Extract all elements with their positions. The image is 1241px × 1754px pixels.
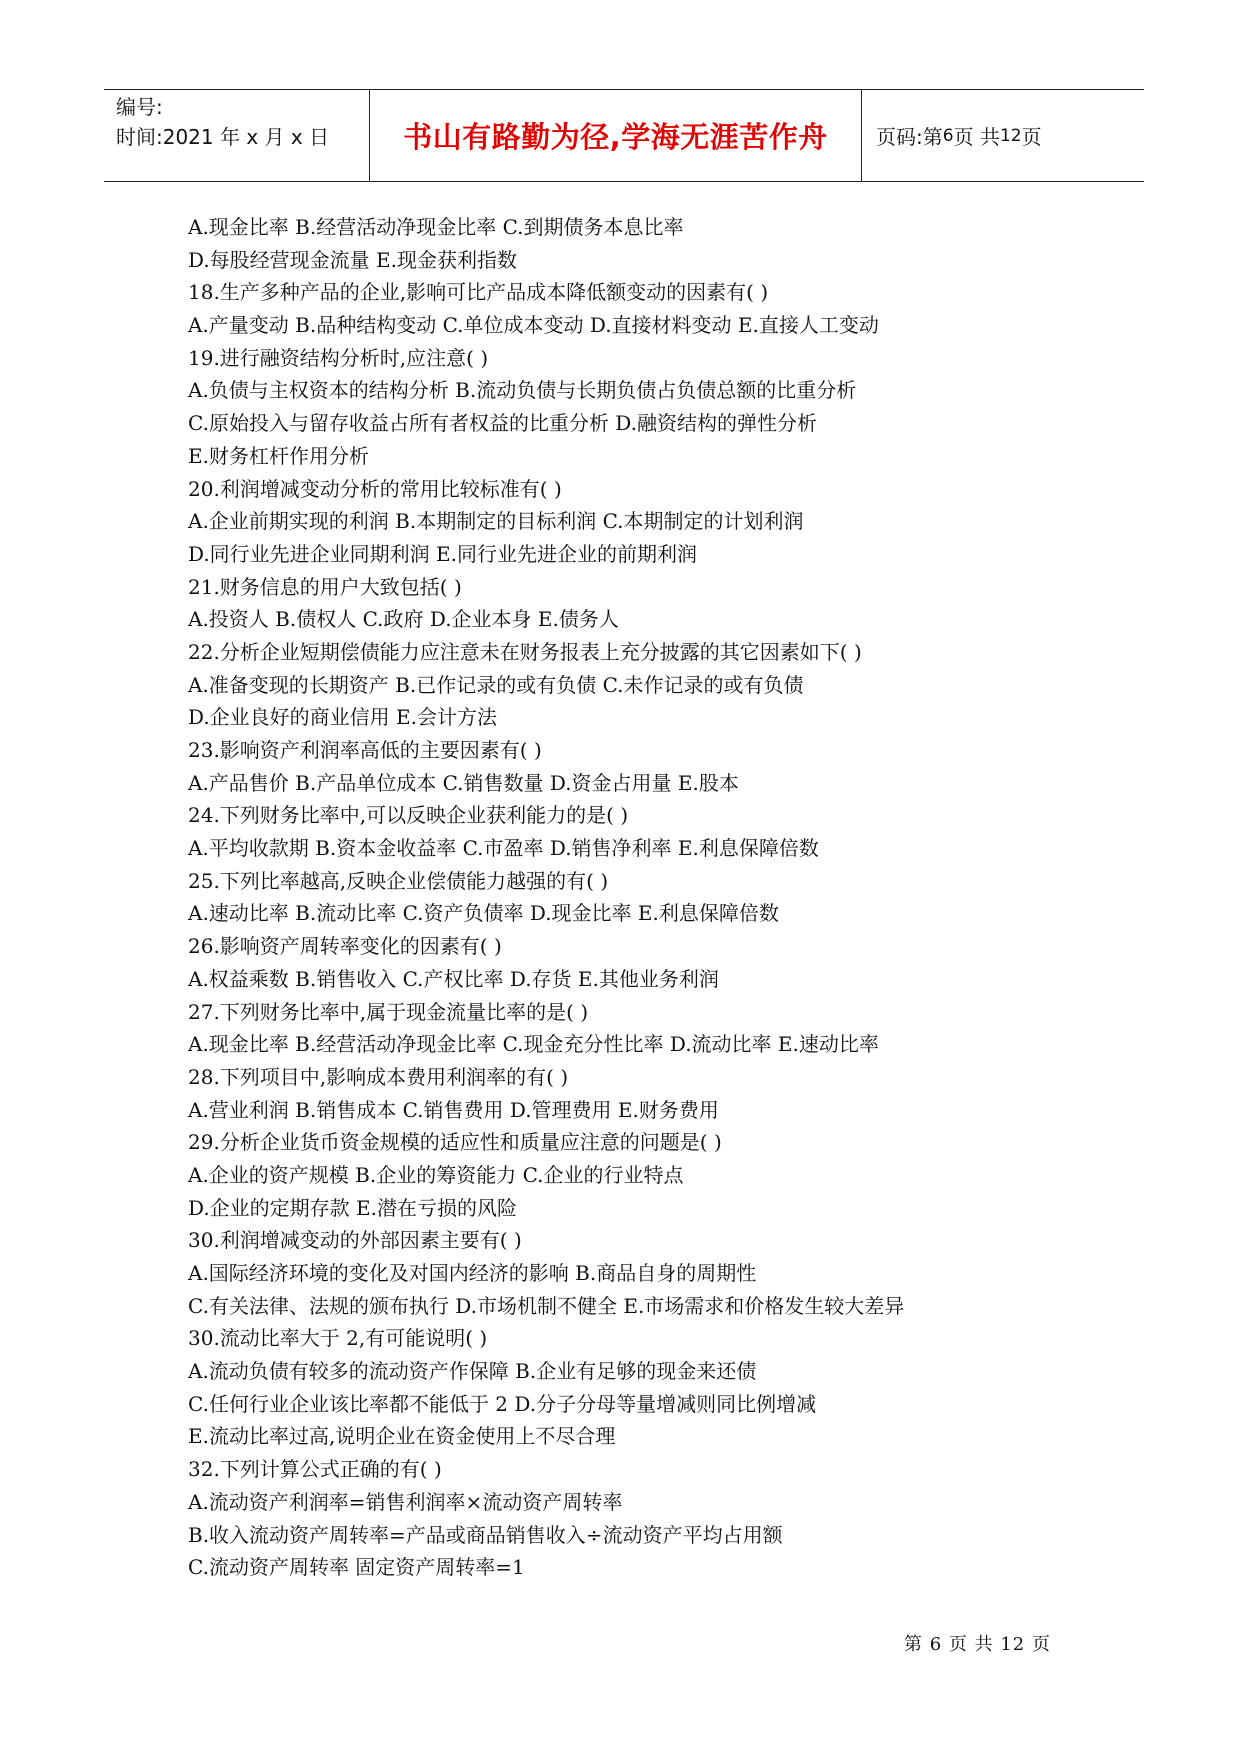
text-line: A.准备变现的长期资产 B.已作记录的或有负债 C.未作记录的或有负债	[188, 672, 804, 697]
page-prefix: 页码:第	[876, 125, 943, 149]
text-line: 25.下列比率越高,反映企业偿债能力越强的有( )	[188, 868, 609, 893]
text-line: E.流动比率过高,说明企业在资金使用上不尽合理	[188, 1424, 616, 1449]
text-line: A.营业利润 B.销售成本 C.销售费用 D.管理费用 E.财务费用	[188, 1097, 719, 1122]
text-line: A.现金比率 B.经营活动净现金比率 C.到期债务本息比率	[188, 215, 684, 239]
text-line: D.企业良好的商业信用 E.会计方法	[188, 705, 497, 730]
text-line: C.有关法律、法规的颁布执行 D.市场机制不健全 E.市场需求和价格发生较大差异	[188, 1293, 905, 1318]
page-total: 12	[999, 125, 1022, 146]
text-line: A.产品售价 B.产品单位成本 C.销售数量 D.资金占用量 E.股本	[188, 770, 739, 795]
question-content	[188, 211, 1088, 1584]
text-line: E.财务杠杆作用分析	[188, 443, 369, 468]
text-line: C.原始投入与留存收益占所有者权益的比重分析 D.融资结构的弹性分析	[188, 411, 817, 436]
text-line: A.产量变动 B.品种结构变动 C.单位成本变动 D.直接材料变动 E.直接人工变动	[188, 313, 879, 338]
text-line: 26.影响资产周转率变化的因素有( )	[188, 934, 502, 959]
text-line: 32.下列计算公式正确的有( )	[188, 1457, 442, 1482]
text-line: A.现金比率 B.经营活动净现金比率 C.现金充分性比率 D.流动比率 E.速动比率	[188, 1032, 879, 1057]
text-line: 19.进行融资结构分析时,应注意( )	[188, 345, 489, 370]
text-line: C.任何行业企业该比率都不能低于 2 D.分子分母等量增减则同比例增减	[188, 1391, 817, 1416]
page-header	[104, 89, 1144, 182]
text-line: A.平均收款期 B.资本金收益率 C.市盈率 D.销售净利率 E.利息保障倍数	[188, 836, 819, 861]
text-line: A.国际经济环境的变化及对国内经济的影响 B.商品自身的周期性	[188, 1261, 757, 1285]
text-line: A.负债与主权资本的结构分析 B.流动负债与长期负债占负债总额的比重分析	[188, 378, 857, 403]
text-line: 29.分析企业货币资金规模的适应性和质量应注意的问题是( )	[188, 1130, 722, 1155]
text-line: 22.分析企业短期偿债能力应注意未在财务报表上充分披露的其它因素如下( )	[188, 639, 862, 664]
text-line: B.收入流动资产周转率=产品或商品销售收入÷流动资产平均占用额	[188, 1522, 783, 1547]
time-line: 时间:2021 年 x 月 x 日	[116, 125, 330, 149]
text-line: A.投资人 B.债权人 C.政府 D.企业本身 E.债务人	[188, 607, 619, 632]
text-line: 24.下列财务比率中,可以反映企业获利能力的是( )	[188, 803, 629, 828]
text-line: A.权益乘数 B.销售收入 C.产权比率 D.存货 E.其他业务利润	[188, 966, 719, 991]
text-line: D.企业的定期存款 E.潜在亏损的风险	[188, 1195, 517, 1220]
page-current: 6	[942, 125, 954, 146]
text-line: A.速动比率 B.流动比率 C.资产负债率 D.现金比率 E.利息保障倍数	[188, 901, 779, 926]
page-footer: 第 6 页 共 12 页	[904, 1634, 1051, 1655]
text-line: D.每股经营现金流量 E.现金获利指数	[188, 247, 517, 272]
text-line: 30.利润增减变动的外部因素主要有( )	[188, 1228, 522, 1253]
text-line: 23.影响资产利润率高低的主要因素有( )	[188, 738, 542, 762]
page-suffix: 页	[1021, 125, 1042, 149]
text-line: A.企业前期实现的利润 B.本期制定的目标利润 C.本期制定的计划利润	[188, 509, 804, 534]
text-line: A.流动资产利润率=销售利润率×流动资产周转率	[188, 1489, 623, 1514]
header-page-indicator	[862, 90, 1144, 181]
text-line: 20.利润增减变动分析的常用比较标准有( )	[188, 476, 562, 501]
text-line: A.流动负债有较多的流动资产作保障 B.企业有足够的现金来还债	[188, 1359, 757, 1384]
text-line: D.同行业先进企业同期利润 E.同行业先进企业的前期利润	[188, 541, 697, 566]
text-line: 21.财务信息的用户大致包括( )	[188, 574, 462, 599]
page-middle: 页 共	[953, 125, 1000, 149]
text-line: A.企业的资产规模 B.企业的筹资能力 C.企业的行业特点	[188, 1162, 684, 1187]
header-center	[369, 90, 862, 181]
text-line: 28.下列项目中,影响成本费用利润率的有( )	[188, 1064, 569, 1089]
header-left	[104, 90, 369, 181]
motto: 书山有路勤为径,学海无涯苦作舟	[403, 120, 828, 154]
text-line: 18.生产多种产品的企业,影响可比产品成本降低额变动的因素有( )	[188, 280, 769, 305]
text-line: C.流动资产周转率 固定资产周转率=1	[188, 1555, 525, 1580]
text-line: 27.下列财务比率中,属于现金流量比率的是( )	[188, 999, 589, 1024]
text-line: 30.流动比率大于 2,有可能说明( )	[188, 1326, 488, 1351]
number-label: 编号:	[116, 95, 163, 119]
